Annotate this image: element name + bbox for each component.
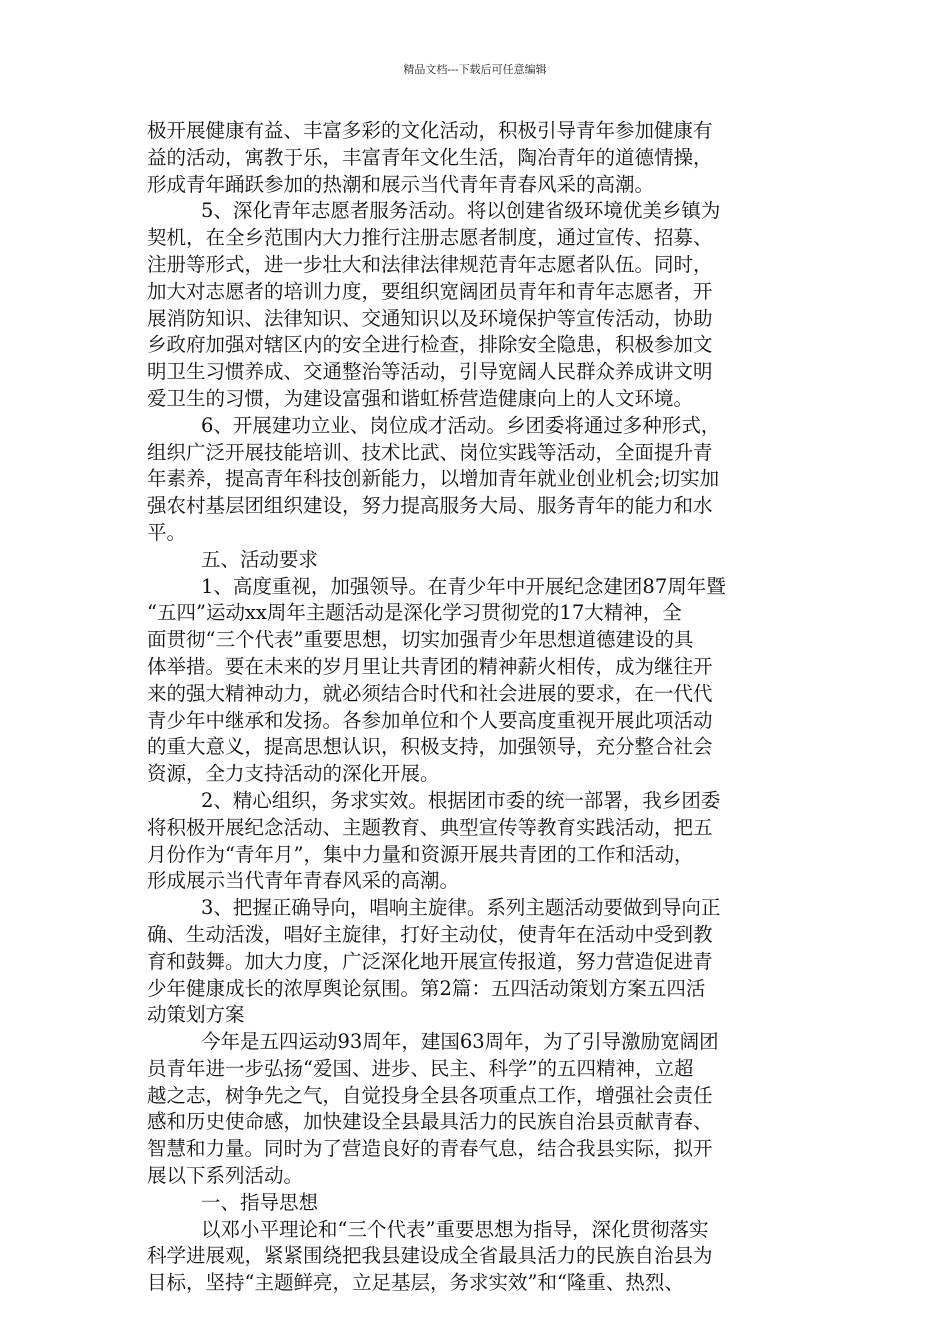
- text-line: 育和鼓舞。加大力度，广泛深化地开展宣传报道，努力营造促进青: [147, 949, 713, 973]
- text-line: 动策划方案: [147, 1003, 245, 1027]
- text-line: 5、深化青年志愿者服务活动。将以创建省级环境优美乡镇为: [201, 199, 721, 223]
- text-line: “五四”运动xx周年主题活动是深化学习贯彻党的17大精神，全: [147, 601, 682, 625]
- text-line: 目标，坚持“主题鲜亮，立足基层，务求实效”和“隆重、热烈、: [147, 1271, 684, 1295]
- text-line: 智慧和力量。同时为了营造良好的青春气息，结合我县实际，拟开: [147, 1137, 713, 1161]
- text-line: 感和历史使命感，加快建设全县最具活力的民族自治县贡献青春、: [147, 1110, 713, 1134]
- text-line: 五、活动要求: [201, 547, 319, 571]
- text-line: 展以下系列活动。: [147, 1164, 304, 1188]
- text-line: 体举措。要在未来的岁月里让共青团的精神薪火相传，成为继往开: [147, 654, 713, 678]
- text-line: 6、开展建功立业、岗位成才活动。乡团委将通过多种形式，: [201, 413, 721, 437]
- text-line: 将积极开展纪念活动、主题教育、典型宣传等教育实践活动，把五: [147, 815, 713, 839]
- text-line: 以邓小平理论和“三个代表”重要思想为指导，深化贯彻落实: [201, 1217, 709, 1241]
- text-line: 展消防知识、法律知识、交通知识以及环境保护等宣传活动，协助: [147, 306, 713, 330]
- text-line: 今年是五四运动93周年，建国63周年，为了引导激励宽阔团: [201, 1030, 719, 1054]
- text-line: 2、精心组织，务求实效。根据团市委的统一部署，我乡团委: [201, 788, 721, 812]
- text-line: 加大对志愿者的培训力度，要组织宽阔团员青年和青年志愿者，开: [147, 279, 713, 303]
- text-line: 1、高度重视，加强领导。在青少年中开展纪念建团87周年暨: [201, 574, 726, 598]
- text-line: 平。: [147, 520, 187, 544]
- text-line: 面贯彻“三个代表”重要思想，切实加强青少年思想道德建设的具: [147, 628, 694, 652]
- text-line: 明卫生习惯养成、交通整治等活动，引导宽阔人民群众养成讲文明: [147, 360, 713, 384]
- text-line: 确、生动活泼，唱好主旋律，打好主动仗，使青年在活动中受到教: [147, 922, 713, 946]
- page-header: 精品文档---下载后可任意编辑: [403, 63, 547, 76]
- text-line: 的重大意义，提高思想认识，积极支持，加强领导，充分整合社会: [147, 735, 713, 759]
- text-line: 少年健康成长的浓厚舆论氛围。第2篇：五四活动策划方案五四活: [147, 976, 706, 1000]
- text-line: 来的强大精神动力，就必须结合时代和社会进展的要求，在一代代: [147, 681, 713, 705]
- document-body: [147, 118, 812, 1297]
- text-line: 爱卫生的习惯，为建设富强和谐虹桥营造健康向上的人文环境。: [147, 386, 694, 410]
- text-line: 员青年进一步弘扬“爱国、进步、民主、科学”的五四精神，立超: [147, 1056, 694, 1080]
- text-line: 青少年中继承和发扬。各参加单位和个人要高度重视开展此项活动: [147, 708, 713, 732]
- text-line: 强农村基层团组织建设，努力提高服务大局、服务青年的能力和水: [147, 494, 713, 518]
- text-line: 资源，全力支持活动的深化开展。: [147, 762, 440, 786]
- text-line: 极开展健康有益、丰富多彩的文化活动，积极引导青年参加健康有: [147, 119, 713, 142]
- text-line: 科学进展观，紧紧围绕把我县建设成全省最具活力的民族自治县为: [147, 1244, 713, 1268]
- text-line: 乡政府加强对辖区内的安全进行检查，排除安全隐患，积极参加文: [147, 333, 713, 357]
- text-line: 一、指导思想: [201, 1190, 319, 1214]
- text-line: 月份作为“青年月”，集中力量和资源开展共青团的工作和活动，: [147, 842, 694, 866]
- text-line: 形成展示当代青年青春风采的高潮。: [147, 869, 460, 893]
- text-line: 3、把握正确导向，唱响主旋律。系列主题活动要做到导向正: [201, 896, 721, 920]
- text-line: 益的活动，寓教于乐，丰富青年文化生活，陶冶青年的道德情操，: [147, 145, 713, 169]
- text-line: 越之志，树争先之气，自觉投身全县各项重点工作，增强社会责任: [147, 1083, 713, 1107]
- text-line: 契机，在全乡范围内大力推行注册志愿者制度，通过宣传、招募、: [147, 226, 713, 250]
- text-line: 组织广泛开展技能培训、技术比武、岗位实践等活动，全面提升青: [147, 440, 713, 464]
- text-line: 形成青年踊跃参加的热潮和展示当代青年青春风采的高潮。: [147, 172, 655, 196]
- text-line: 注册等形式，进一步壮大和法律法律规范青年志愿者队伍。同时，: [147, 252, 713, 276]
- text-line: 年素养，提高青年科技创新能力，以增加青年就业创业机会;切实加: [147, 467, 720, 491]
